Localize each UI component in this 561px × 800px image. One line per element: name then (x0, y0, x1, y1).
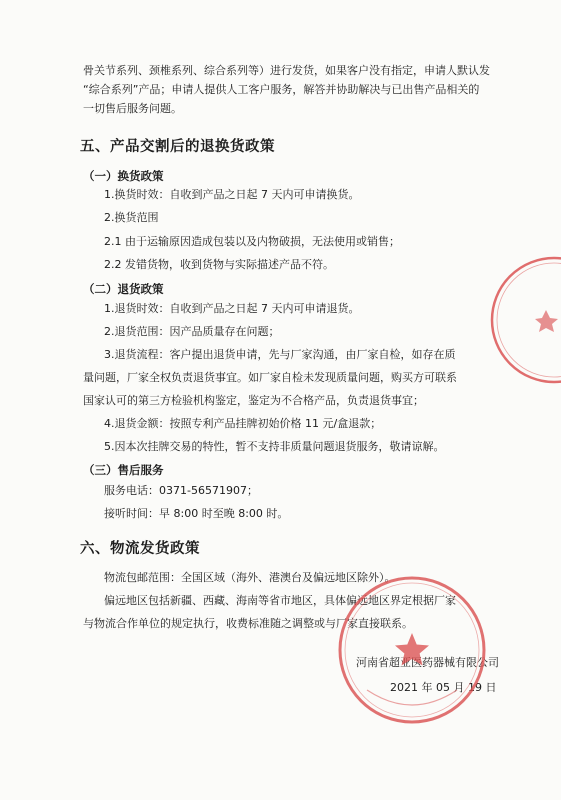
company-seal (327, 570, 497, 730)
return-item-2: 2.退货范围：因产品质量存在问题； (104, 325, 280, 338)
section-6-title: 六、物流发货政策 (80, 541, 200, 557)
remote-areas-line-2: 与物流合作单位的规定执行，收费标准随之调整或与厂家直接联系。 (83, 617, 413, 630)
exchange-item-2-1: 2.1 由于运输原因造成包装以及内物破损，无法使用或销售； (104, 235, 400, 248)
after-sales-heading: （三）售后服务 (83, 463, 164, 477)
service-hours: 接听时间：早 8:00 时至晚 8:00 时。 (104, 507, 289, 520)
exchange-item-2-2: 2.2 发错货物，收到货物与实际描述产品不符。 (104, 258, 334, 271)
exchange-item-2: 2.换货范围 (104, 211, 159, 224)
exchange-policy-heading: （一）换货政策 (83, 169, 164, 183)
seam-stamp (482, 240, 561, 400)
section-5-title: 五、产品交割后的退换货政策 (80, 139, 275, 155)
intro-line-3: 一切售后服务问题。 (83, 102, 182, 115)
service-phone: 服务电话：0371-56571907； (104, 484, 258, 497)
signature-date: 2021 年 05 月 19 日 (390, 681, 497, 694)
return-item-5: 5.因本次挂牌交易的特性，暂不支持非质量问题退货服务，敬请谅解。 (104, 440, 445, 453)
return-item-4: 4.退货金额：按照专利产品挂牌初始价格 11 元/盒退款； (104, 417, 382, 430)
return-item-1: 1.退货时效：自收到产品之日起 7 天内可申请退货。 (104, 302, 360, 315)
return-item-3-line-3: 国家认可的第三方检验机构鉴定，鉴定为不合格产品，负责退货事宜； (83, 394, 424, 407)
intro-line-1: 骨关节系列、颈椎系列、综合系列等）进行发货，如果客户没有指定，申请人默认发 (83, 64, 490, 77)
remote-areas-line-1: 偏远地区包括新疆、西藏、海南等省市地区，具体偏远地区界定根据厂家 (104, 594, 456, 607)
signature-company: 河南省超亚医药器械有限公司 (356, 656, 499, 669)
shipping-scope: 物流包邮范围：全国区域（海外、港澳台及偏远地区除外）。 (104, 571, 396, 584)
return-item-3-line-1: 3.退货流程：客户提出退货申请，先与厂家沟通，由厂家自检，如存在质 (104, 348, 456, 361)
exchange-item-1: 1.换货时效：自收到产品之日起 7 天内可申请换货。 (104, 188, 360, 201)
return-policy-heading: （二）退货政策 (83, 282, 164, 296)
intro-line-2: “综合系列”产品；申请人提供人工客户服务，解答并协助解决与已出售产品相关的 (83, 83, 480, 96)
return-item-3-line-2: 量问题，厂家全权负责退货事宜。如厂家自检未发现质量问题，购买方可联系 (83, 371, 457, 384)
